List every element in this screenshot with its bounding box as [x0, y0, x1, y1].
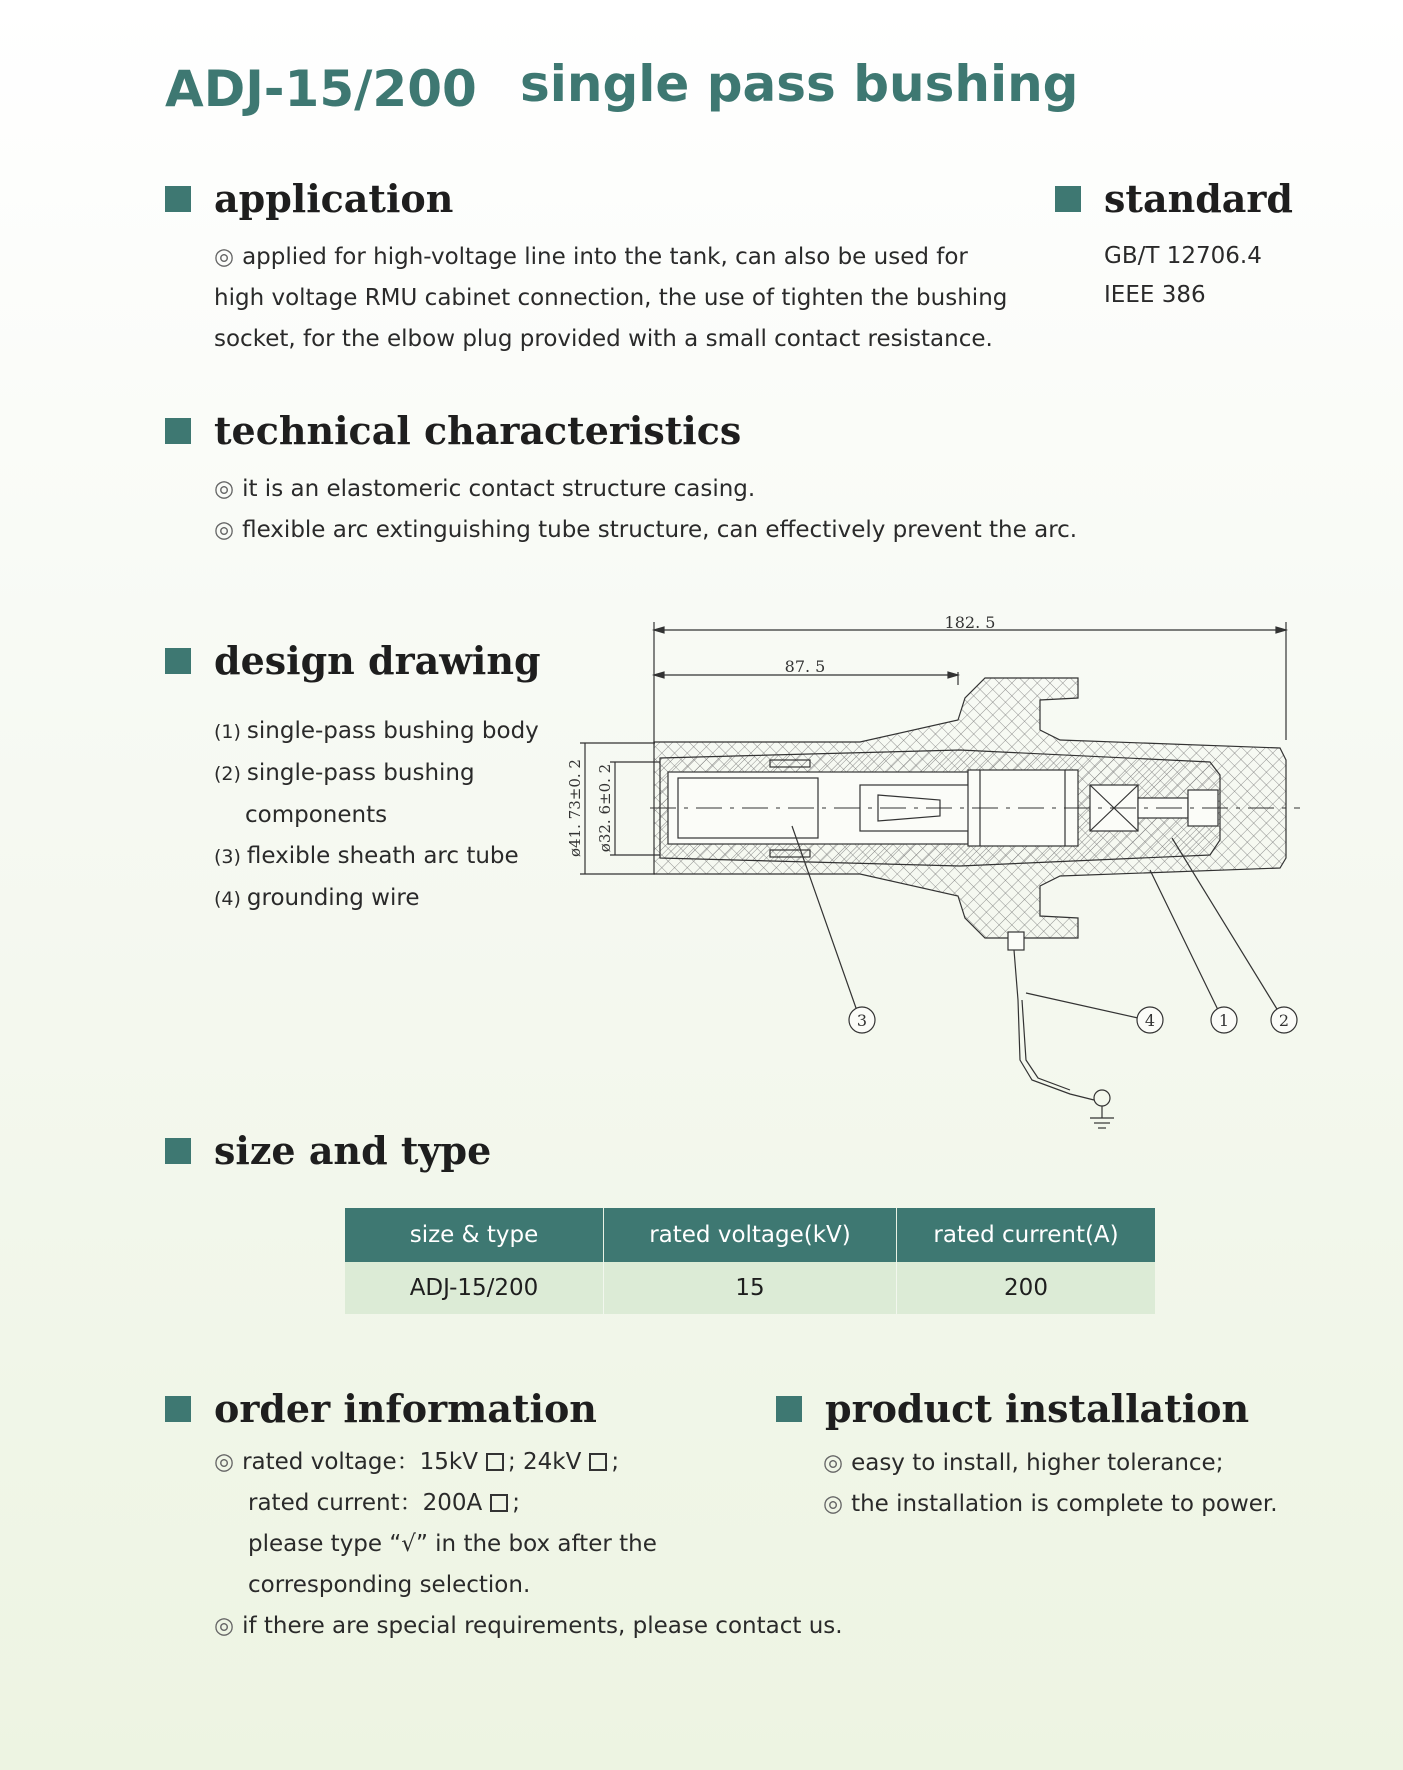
section-square-icon: [165, 1138, 191, 1164]
technical-title: technical characteristics: [214, 408, 742, 453]
table-header-row: [345, 1208, 1155, 1262]
checkbox-200a[interactable]: [490, 1494, 508, 1512]
grounding-wire-edge: [1022, 1000, 1070, 1090]
separator: ;: [611, 1449, 620, 1475]
circle-bullet-icon: ◎: [214, 517, 235, 543]
part-item: [214, 836, 554, 878]
section-square-icon: [1055, 186, 1081, 212]
technical-heading: [165, 408, 741, 453]
technical-item: [214, 510, 1214, 551]
table-cell: ADJ-15/200: [345, 1262, 604, 1314]
circle-bullet-icon: ◎: [214, 244, 235, 270]
order-title: order information: [214, 1386, 597, 1431]
ground-terminal: [1008, 932, 1024, 950]
callout-label: 3: [856, 1011, 868, 1030]
callout-label: 1: [1218, 1011, 1230, 1030]
callout-label: 2: [1278, 1011, 1290, 1030]
product-name-title: single pass bushing: [520, 55, 1079, 113]
application-line: applied for high-voltage line into the tank, can also be used for: [242, 244, 968, 270]
design-heading: [165, 638, 541, 683]
dim-outer-label: ø41. 73±0. 2: [566, 759, 584, 857]
table-header: rated voltage(kV): [604, 1208, 897, 1262]
section-square-icon: [165, 648, 191, 674]
part-item: [214, 878, 554, 920]
installation-heading: [776, 1386, 1249, 1431]
dim-total-label: 182. 5: [944, 613, 996, 632]
order-heading: [165, 1386, 597, 1431]
arrow-icon: [948, 672, 958, 678]
order-line: corresponding selection.: [248, 1572, 531, 1598]
section-square-icon: [165, 1396, 191, 1422]
technical-list: [214, 469, 1214, 551]
application-text: [214, 237, 1034, 360]
standard-item: GB/T 12706.4: [1104, 243, 1262, 269]
part-number: (3): [214, 846, 241, 868]
technical-item: [214, 469, 1214, 510]
leader-line-4: [1026, 993, 1138, 1018]
installation-item-text: easy to install, higher tolerance;: [851, 1450, 1224, 1476]
installation-item: [823, 1443, 1383, 1484]
application-line: socket, for the elbow plug provided with a small contact resistance.: [214, 326, 993, 352]
separator: ;: [512, 1490, 520, 1516]
installation-item-text: the installation is complete to power.: [851, 1491, 1278, 1517]
application-line: high voltage RMU cabinet connection, the use of tighten the bushing: [214, 285, 1008, 311]
table-cell: 200: [897, 1262, 1156, 1314]
size-type-table: [345, 1208, 1155, 1314]
circle-bullet-icon: ◎: [823, 1450, 844, 1476]
part-number: (4): [214, 888, 241, 910]
arrow-icon: [1276, 627, 1286, 633]
standard-item: IEEE 386: [1104, 282, 1206, 308]
installation-list: [823, 1443, 1383, 1525]
installation-title: product installation: [825, 1386, 1250, 1431]
part-text: components: [245, 802, 388, 828]
part-text: single-pass bushing: [246, 760, 475, 786]
separator: ;: [507, 1449, 516, 1475]
table-header: rated current(A): [897, 1208, 1156, 1262]
order-line-text: if there are special requirements, please contact us.: [242, 1613, 843, 1639]
circle-bullet-icon: ◎: [214, 1449, 235, 1475]
checkbox-15kv[interactable]: [486, 1453, 504, 1471]
section-square-icon: [776, 1396, 802, 1422]
part-text: flexible sheath arc tube: [246, 843, 519, 869]
rated-current-label: rated current：200A: [248, 1490, 483, 1516]
application-title: application: [214, 176, 454, 221]
circle-bullet-icon: ◎: [214, 476, 235, 502]
section-square-icon: [165, 418, 191, 444]
arrow-icon: [654, 627, 664, 633]
checkbox-24kv[interactable]: [589, 1453, 607, 1471]
application-heading: [165, 176, 453, 221]
part-item: [214, 753, 554, 795]
circle-bullet-icon: ◎: [823, 1491, 844, 1517]
section-square-icon: [165, 186, 191, 212]
table-header: size & type: [345, 1208, 604, 1262]
installation-item: [823, 1484, 1383, 1525]
order-line: [214, 1606, 854, 1647]
bushing-design-drawing: [560, 600, 1320, 1140]
grounding-wire: [1014, 950, 1094, 1100]
table-cell: 15: [604, 1262, 897, 1314]
size-type-heading: [165, 1128, 491, 1173]
standard-title: standard: [1104, 176, 1293, 221]
size-type-title: size and type: [214, 1128, 492, 1173]
part-number: (2): [214, 763, 241, 785]
technical-item-text: it is an elastomeric contact structure casing.: [242, 476, 756, 502]
technical-item-text: flexible arc extinguishing tube structure, can effectively prevent the arc.: [242, 517, 1078, 543]
order-line: please type “√” in the box after the: [248, 1531, 657, 1557]
standard-heading: [1055, 176, 1293, 221]
order-line: [214, 1483, 854, 1524]
part-item: [214, 795, 554, 836]
rated-voltage-label: rated voltage：15kV: [242, 1449, 478, 1475]
rated-voltage-option: 24kV: [523, 1449, 582, 1475]
design-parts-list: [214, 711, 554, 920]
dim-partial-label: 87. 5: [784, 657, 826, 676]
callout-label: 4: [1144, 1011, 1156, 1030]
leader-line-1: [1150, 870, 1220, 1014]
table-row: [345, 1262, 1155, 1314]
product-model-title: ADJ-15/200: [165, 60, 477, 118]
part-number: (1): [214, 721, 241, 743]
standard-list: [1104, 237, 1364, 315]
arrow-icon: [654, 672, 664, 678]
design-title: design drawing: [214, 638, 541, 683]
order-text: [214, 1442, 854, 1647]
part-item: [214, 711, 554, 753]
circle-bullet-icon: ◎: [214, 1613, 235, 1639]
ground-ring: [1094, 1090, 1110, 1106]
part-text: grounding wire: [246, 885, 420, 911]
part-text: single-pass bushing body: [246, 718, 539, 744]
order-line: [214, 1442, 854, 1483]
dim-inner-label: ø32. 6±0. 2: [596, 763, 614, 853]
